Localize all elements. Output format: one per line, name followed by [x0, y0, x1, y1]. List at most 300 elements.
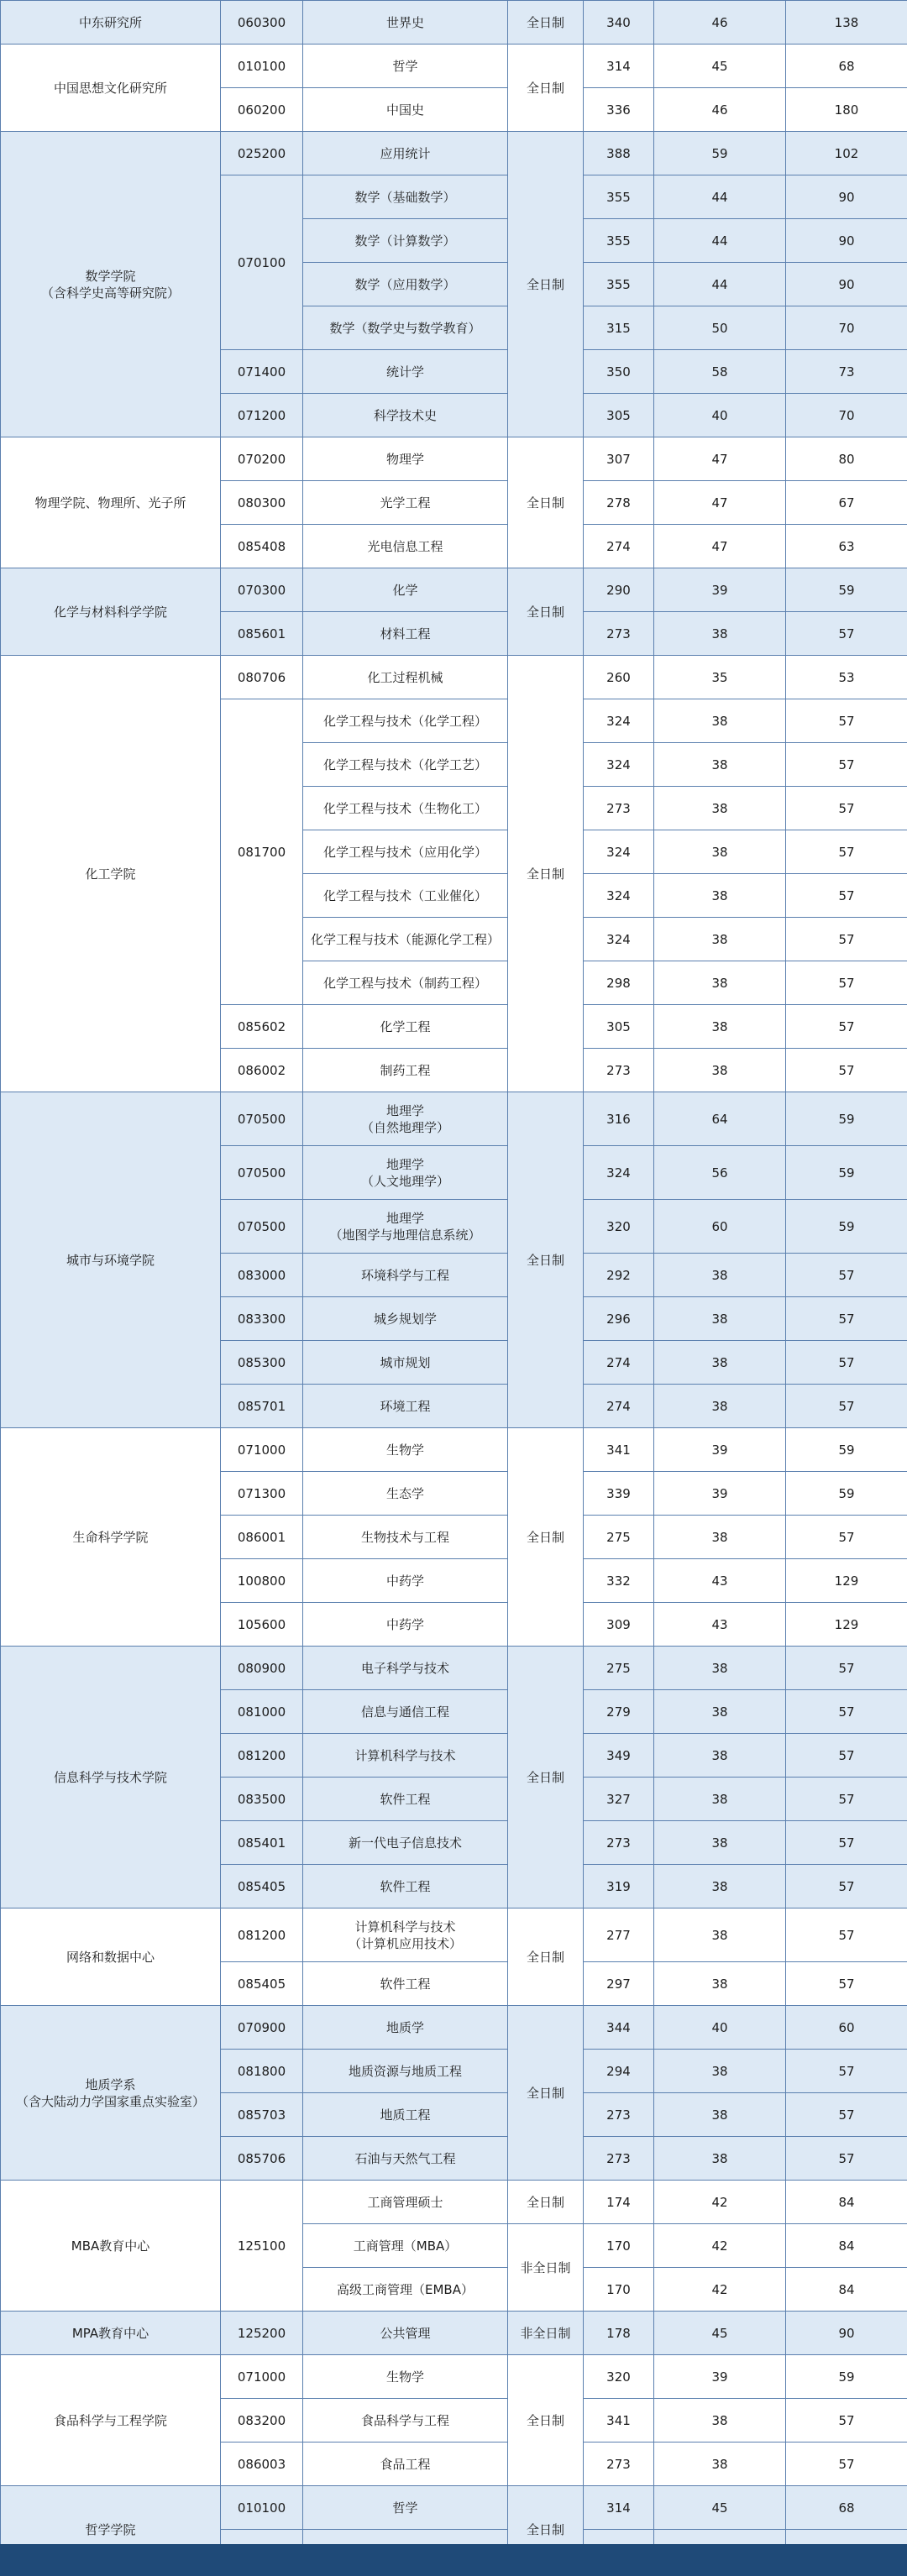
- text-line: 数学（基础数学）: [354, 189, 456, 205]
- single-subject-score-b-cell: 90: [786, 2312, 907, 2355]
- major-name-cell: [303, 88, 508, 132]
- text-line: 软件工程: [380, 1791, 431, 1807]
- text-line: 化学工程与技术（化学工艺）: [322, 757, 487, 772]
- single-subject-score-a-cell: 38: [654, 2093, 786, 2137]
- study-mode-cell: 全日制: [508, 2355, 584, 2486]
- single-subject-score-a-cell: 39: [654, 1428, 786, 1472]
- text-line: 城市与环境学院: [66, 1252, 155, 1268]
- text-line: 统计学: [385, 364, 424, 380]
- total-score-cell: 260: [584, 656, 654, 699]
- study-mode-cell: 全日制: [508, 1, 584, 45]
- single-subject-score-a-cell: 39: [654, 2355, 786, 2399]
- major-name-cell: [303, 1, 508, 45]
- text-line: 数学（应用数学）: [354, 276, 456, 292]
- single-subject-score-a-cell: 64: [654, 1092, 786, 1146]
- major-code-cell: 081800: [221, 2050, 303, 2093]
- major-code-cell: 081000: [221, 1690, 303, 1734]
- text-line: 哲学: [392, 58, 418, 74]
- single-subject-score-b-cell: 57: [786, 874, 907, 918]
- single-subject-score-a-cell: 40: [654, 394, 786, 437]
- single-subject-score-a-cell: 44: [654, 263, 786, 306]
- single-subject-score-a-cell: 38: [654, 961, 786, 1005]
- text-line: 生命科学学院: [72, 1529, 149, 1545]
- study-mode-cell: 全日制: [508, 45, 584, 132]
- major-code-cell: 010100: [221, 45, 303, 88]
- major-name-cell: [303, 481, 508, 525]
- single-subject-score-b-cell: 59: [786, 1428, 907, 1472]
- text-line: 化学工程与技术（应用化学）: [322, 844, 487, 860]
- major-code-cell: 085601: [221, 612, 303, 656]
- major-code-cell: 086001: [221, 1516, 303, 1559]
- major-code-cell: 071400: [221, 350, 303, 394]
- text-line: 化学工程: [380, 1018, 431, 1034]
- major-name-cell: [303, 394, 508, 437]
- major-name-cell: [303, 568, 508, 612]
- study-mode-cell: 全日制: [508, 1647, 584, 1908]
- major-code-cell: 070500: [221, 1146, 303, 1200]
- major-name-cell: [303, 961, 508, 1005]
- single-subject-score-a-cell: 44: [654, 175, 786, 219]
- total-score-cell: 320: [584, 1200, 654, 1254]
- major-code-cell: 083300: [221, 1297, 303, 1341]
- single-subject-score-a-cell: 42: [654, 2224, 786, 2268]
- single-subject-score-b-cell: 129: [786, 1559, 907, 1603]
- text-line: 计算机科学与技术: [354, 1919, 456, 1935]
- single-subject-score-a-cell: 38: [654, 743, 786, 787]
- table-row: [1, 2006, 907, 2050]
- total-score-cell: 294: [584, 2050, 654, 2093]
- single-subject-score-a-cell: 38: [654, 1516, 786, 1559]
- college-cell: [1, 1647, 221, 1908]
- total-score-cell: 275: [584, 1647, 654, 1690]
- major-name-cell: [303, 830, 508, 874]
- single-subject-score-b-cell: 68: [786, 45, 907, 88]
- major-name-cell: [303, 132, 508, 175]
- table-row: [1, 2486, 907, 2530]
- single-subject-score-b-cell: 57: [786, 1778, 907, 1821]
- table-row: [1, 45, 907, 88]
- major-name-cell: [303, 1385, 508, 1428]
- text-line: 中国思想文化研究所: [53, 80, 167, 96]
- single-subject-score-a-cell: 44: [654, 219, 786, 263]
- college-cell: [1, 1908, 221, 2006]
- text-line: 工商管理（MBA）: [353, 2238, 458, 2254]
- single-subject-score-b-cell: 57: [786, 1254, 907, 1297]
- major-code-cell: 085602: [221, 1005, 303, 1049]
- major-name-cell: [303, 2093, 508, 2137]
- single-subject-score-a-cell: 38: [654, 1690, 786, 1734]
- major-name-cell: [303, 1603, 508, 1647]
- total-score-cell: 324: [584, 918, 654, 961]
- total-score-cell: 170: [584, 2224, 654, 2268]
- major-name-cell: [303, 2181, 508, 2224]
- single-subject-score-b-cell: 57: [786, 1734, 907, 1778]
- major-code-cell: 060300: [221, 1, 303, 45]
- major-code-cell: 071000: [221, 2355, 303, 2399]
- single-subject-score-b-cell: 57: [786, 961, 907, 1005]
- text-line: 城市规划: [380, 1354, 431, 1370]
- single-subject-score-a-cell: 38: [654, 874, 786, 918]
- total-score-cell: 274: [584, 525, 654, 568]
- major-name-cell: [303, 1734, 508, 1778]
- table-row: [1, 1092, 907, 1146]
- major-code-cell: 071200: [221, 394, 303, 437]
- study-mode-cell: 全日制: [508, 132, 584, 437]
- text-line: 信息与通信工程: [360, 1704, 449, 1720]
- single-subject-score-b-cell: 129: [786, 1603, 907, 1647]
- single-subject-score-a-cell: 39: [654, 568, 786, 612]
- total-score-cell: 290: [584, 568, 654, 612]
- college-cell: [1, 2355, 221, 2486]
- text-line: 数学（数学史与数学教育）: [329, 320, 481, 336]
- major-name-cell: [303, 2006, 508, 2050]
- single-subject-score-b-cell: 57: [786, 918, 907, 961]
- major-code-cell: 070200: [221, 437, 303, 481]
- single-subject-score-a-cell: 38: [654, 1341, 786, 1385]
- single-subject-score-b-cell: 60: [786, 2006, 907, 2050]
- text-line: 电子科学与技术: [360, 1660, 449, 1676]
- major-name-cell: [303, 1778, 508, 1821]
- college-cell: [1, 1428, 221, 1647]
- total-score-cell: 174: [584, 2181, 654, 2224]
- text-line: 高级工商管理（EMBA）: [337, 2281, 474, 2297]
- total-score-cell: 274: [584, 1341, 654, 1385]
- single-subject-score-b-cell: 59: [786, 1092, 907, 1146]
- text-line: 化学: [392, 582, 418, 598]
- single-subject-score-a-cell: 43: [654, 1559, 786, 1603]
- total-score-cell: 273: [584, 787, 654, 830]
- text-line: 环境科学与工程: [360, 1267, 449, 1283]
- single-subject-score-a-cell: 35: [654, 656, 786, 699]
- total-score-cell: 336: [584, 88, 654, 132]
- single-subject-score-b-cell: 90: [786, 219, 907, 263]
- major-name-cell: [303, 1647, 508, 1690]
- total-score-cell: 309: [584, 1603, 654, 1647]
- single-subject-score-b-cell: 70: [786, 306, 907, 350]
- total-score-cell: 355: [584, 219, 654, 263]
- text-line: 中药学: [385, 1616, 424, 1632]
- major-name-cell: [303, 1559, 508, 1603]
- single-subject-score-a-cell: 38: [654, 1647, 786, 1690]
- single-subject-score-a-cell: 45: [654, 45, 786, 88]
- text-line: 石油与天然气工程: [354, 2150, 456, 2166]
- single-subject-score-a-cell: 38: [654, 1734, 786, 1778]
- major-code-cell: 085703: [221, 2093, 303, 2137]
- total-score-cell: 273: [584, 2442, 654, 2486]
- text-line: 网络和数据中心: [66, 1949, 155, 1965]
- college-cell: [1, 1092, 221, 1428]
- major-code-cell: 081200: [221, 1908, 303, 1962]
- single-subject-score-b-cell: 59: [786, 1200, 907, 1254]
- text-line: 科学技术史: [373, 407, 437, 423]
- major-name-cell: [303, 1049, 508, 1092]
- total-score-cell: 349: [584, 1734, 654, 1778]
- college-cell: [1, 2181, 221, 2312]
- major-name-cell: [303, 2050, 508, 2093]
- major-code-cell: 086003: [221, 2442, 303, 2486]
- total-score-cell: 340: [584, 1, 654, 45]
- single-subject-score-a-cell: 38: [654, 612, 786, 656]
- study-mode-cell: 全日制: [508, 1092, 584, 1428]
- total-score-cell: 279: [584, 1690, 654, 1734]
- single-subject-score-b-cell: 57: [786, 2050, 907, 2093]
- total-score-cell: 273: [584, 2137, 654, 2181]
- single-subject-score-a-cell: 38: [654, 1865, 786, 1908]
- single-subject-score-a-cell: 45: [654, 2312, 786, 2355]
- text-line: （地图学与地理信息系统）: [329, 1227, 481, 1243]
- major-name-cell: [303, 2268, 508, 2312]
- college-cell: [1, 2312, 221, 2355]
- major-name-cell: [303, 1200, 508, 1254]
- text-line: 计算机科学与技术: [354, 1747, 456, 1763]
- total-score-cell: 344: [584, 2006, 654, 2050]
- single-subject-score-a-cell: 47: [654, 437, 786, 481]
- total-score-cell: 350: [584, 350, 654, 394]
- single-subject-score-a-cell: 46: [654, 88, 786, 132]
- major-code-cell: 070100: [221, 175, 303, 350]
- total-score-cell: 341: [584, 2399, 654, 2442]
- total-score-cell: 315: [584, 306, 654, 350]
- text-line: 城乡规划学: [373, 1311, 437, 1327]
- total-score-cell: 327: [584, 1778, 654, 1821]
- single-subject-score-a-cell: 60: [654, 1200, 786, 1254]
- total-score-cell: 296: [584, 1297, 654, 1341]
- single-subject-score-b-cell: 57: [786, 1385, 907, 1428]
- single-subject-score-a-cell: 38: [654, 1821, 786, 1865]
- major-name-cell: [303, 2312, 508, 2355]
- study-mode-cell: 全日制: [508, 2006, 584, 2181]
- table-row: [1, 2355, 907, 2399]
- text-line: 地质学系: [85, 2076, 136, 2092]
- single-subject-score-b-cell: 57: [786, 1865, 907, 1908]
- college-cell: [1, 656, 221, 1092]
- text-line: 地质资源与地质工程: [348, 2063, 462, 2079]
- single-subject-score-b-cell: 70: [786, 394, 907, 437]
- major-name-cell: [303, 1428, 508, 1472]
- major-code-cell: 083500: [221, 1778, 303, 1821]
- single-subject-score-b-cell: 57: [786, 1962, 907, 2006]
- major-name-cell: [303, 874, 508, 918]
- total-score-cell: 273: [584, 612, 654, 656]
- major-name-cell: [303, 263, 508, 306]
- single-subject-score-b-cell: 84: [786, 2181, 907, 2224]
- total-score-cell: 275: [584, 1516, 654, 1559]
- text-line: 中药学: [385, 1573, 424, 1589]
- major-name-cell: [303, 1472, 508, 1516]
- text-line: 数学学院: [85, 268, 136, 284]
- single-subject-score-a-cell: 38: [654, 2050, 786, 2093]
- major-code-cell: 070500: [221, 1092, 303, 1146]
- text-line: 化学工程与技术（能源化学工程）: [310, 931, 500, 947]
- single-subject-score-b-cell: 57: [786, 699, 907, 743]
- text-line: 地理学: [385, 1210, 424, 1226]
- major-code-cell: 085408: [221, 525, 303, 568]
- total-score-cell: 314: [584, 45, 654, 88]
- total-score-cell: 324: [584, 1146, 654, 1200]
- total-score-cell: 355: [584, 175, 654, 219]
- total-score-cell: 316: [584, 1092, 654, 1146]
- major-code-cell: 100800: [221, 1559, 303, 1603]
- major-code-cell: 083200: [221, 2399, 303, 2442]
- text-line: 化学工程与技术（生物化工）: [322, 800, 487, 816]
- single-subject-score-b-cell: 59: [786, 2355, 907, 2399]
- table-row: [1, 1, 907, 45]
- text-line: 中东研究所: [78, 14, 142, 30]
- text-line: 食品工程: [380, 2456, 431, 2472]
- college-cell: [1, 45, 221, 132]
- single-subject-score-b-cell: 84: [786, 2268, 907, 2312]
- text-line: 化学与材料科学学院: [53, 604, 167, 620]
- major-name-cell: [303, 525, 508, 568]
- total-score-cell: 273: [584, 1821, 654, 1865]
- text-line: 食品科学与工程: [360, 2412, 449, 2428]
- single-subject-score-a-cell: 43: [654, 1603, 786, 1647]
- single-subject-score-b-cell: 63: [786, 525, 907, 568]
- single-subject-score-b-cell: 57: [786, 1297, 907, 1341]
- total-score-cell: 273: [584, 2093, 654, 2137]
- single-subject-score-a-cell: 47: [654, 481, 786, 525]
- major-name-cell: [303, 2137, 508, 2181]
- total-score-cell: 298: [584, 961, 654, 1005]
- single-subject-score-a-cell: 40: [654, 2006, 786, 2050]
- single-subject-score-a-cell: 46: [654, 1, 786, 45]
- total-score-cell: 292: [584, 1254, 654, 1297]
- single-subject-score-b-cell: 57: [786, 1516, 907, 1559]
- major-name-cell: [303, 699, 508, 743]
- single-subject-score-b-cell: 73: [786, 350, 907, 394]
- text-line: （计算机应用技术）: [348, 1935, 462, 1951]
- text-line: 物理学: [385, 451, 424, 467]
- major-code-cell: 070300: [221, 568, 303, 612]
- text-line: 化学工程与技术（制药工程）: [322, 975, 487, 991]
- college-cell: [1, 1, 221, 45]
- major-name-cell: [303, 918, 508, 961]
- total-score-cell: 273: [584, 1049, 654, 1092]
- table-row: [1, 656, 907, 699]
- major-name-cell: [303, 1146, 508, 1200]
- major-name-cell: [303, 437, 508, 481]
- single-subject-score-b-cell: 102: [786, 132, 907, 175]
- major-name-cell: [303, 1005, 508, 1049]
- single-subject-score-b-cell: 57: [786, 787, 907, 830]
- single-subject-score-a-cell: 38: [654, 1005, 786, 1049]
- text-line: 中国史: [385, 102, 424, 118]
- single-subject-score-b-cell: 57: [786, 743, 907, 787]
- major-name-cell: [303, 2224, 508, 2268]
- major-code-cell: 081200: [221, 1734, 303, 1778]
- single-subject-score-b-cell: 59: [786, 568, 907, 612]
- total-score-cell: 355: [584, 263, 654, 306]
- single-subject-score-a-cell: 38: [654, 1962, 786, 2006]
- single-subject-score-a-cell: 38: [654, 1908, 786, 1962]
- footer-bar: [0, 2544, 907, 2576]
- total-score-cell: 332: [584, 1559, 654, 1603]
- major-name-cell: [303, 1962, 508, 2006]
- text-line: 材料工程: [380, 626, 431, 641]
- total-score-cell: 324: [584, 830, 654, 874]
- major-code-cell: 085706: [221, 2137, 303, 2181]
- major-code-cell: 071300: [221, 1472, 303, 1516]
- single-subject-score-a-cell: 38: [654, 2137, 786, 2181]
- major-code-cell: 125100: [221, 2181, 303, 2312]
- study-mode-cell: 全日制: [508, 2486, 584, 2573]
- major-code-cell: 070900: [221, 2006, 303, 2050]
- single-subject-score-b-cell: 57: [786, 2093, 907, 2137]
- major-code-cell: 070500: [221, 1200, 303, 1254]
- single-subject-score-a-cell: 38: [654, 787, 786, 830]
- total-score-cell: 319: [584, 1865, 654, 1908]
- text-line: （人文地理学）: [360, 1173, 449, 1189]
- major-name-cell: [303, 1516, 508, 1559]
- text-line: 软件工程: [380, 1878, 431, 1894]
- total-score-cell: 324: [584, 743, 654, 787]
- text-line: 新一代电子信息技术: [348, 1835, 462, 1851]
- single-subject-score-b-cell: 180: [786, 88, 907, 132]
- single-subject-score-b-cell: 57: [786, 2399, 907, 2442]
- text-line: MBA教育中心: [71, 2238, 150, 2254]
- major-code-cell: 085401: [221, 1821, 303, 1865]
- total-score-cell: 170: [584, 2268, 654, 2312]
- text-line: 公共管理: [380, 2325, 431, 2341]
- text-line: 制药工程: [380, 1062, 431, 1078]
- major-code-cell: 081700: [221, 699, 303, 1005]
- text-line: 环境工程: [380, 1398, 431, 1414]
- major-name-cell: [303, 175, 508, 219]
- text-line: 哲学: [392, 2500, 418, 2516]
- text-line: 生物技术与工程: [360, 1529, 449, 1545]
- major-name-cell: [303, 2442, 508, 2486]
- table-row: [1, 1908, 907, 1962]
- text-line: 软件工程: [380, 1976, 431, 1992]
- text-line: 数学（计算数学）: [354, 233, 456, 249]
- single-subject-score-b-cell: 57: [786, 612, 907, 656]
- score-table-body: [1, 1, 907, 2573]
- major-code-cell: 083000: [221, 1254, 303, 1297]
- single-subject-score-a-cell: 38: [654, 1049, 786, 1092]
- text-line: 化学工程与技术（工业催化）: [322, 887, 487, 903]
- text-line: 世界史: [385, 14, 424, 30]
- major-code-cell: 085405: [221, 1962, 303, 2006]
- single-subject-score-a-cell: 42: [654, 2268, 786, 2312]
- text-line: 生态学: [385, 1485, 424, 1501]
- single-subject-score-a-cell: 58: [654, 350, 786, 394]
- single-subject-score-a-cell: 59: [654, 132, 786, 175]
- major-name-cell: [303, 1092, 508, 1146]
- single-subject-score-b-cell: 57: [786, 2137, 907, 2181]
- total-score-cell: 314: [584, 2486, 654, 2530]
- text-line: 光电信息工程: [367, 538, 443, 554]
- single-subject-score-b-cell: 57: [786, 1049, 907, 1092]
- major-name-cell: [303, 743, 508, 787]
- text-line: 生物学: [385, 1442, 424, 1458]
- major-code-cell: 071000: [221, 1428, 303, 1472]
- total-score-cell: 339: [584, 1472, 654, 1516]
- single-subject-score-b-cell: 84: [786, 2224, 907, 2268]
- major-name-cell: [303, 1297, 508, 1341]
- table-row: [1, 132, 907, 175]
- total-score-cell: 320: [584, 2355, 654, 2399]
- single-subject-score-b-cell: 67: [786, 481, 907, 525]
- college-cell: [1, 437, 221, 568]
- major-name-cell: [303, 45, 508, 88]
- college-cell: [1, 2006, 221, 2181]
- major-code-cell: 086002: [221, 1049, 303, 1092]
- text-line: 食品科学与工程学院: [53, 2412, 167, 2428]
- single-subject-score-a-cell: 38: [654, 699, 786, 743]
- text-line: 地质学: [385, 2019, 424, 2035]
- text-line: 应用统计: [380, 145, 431, 161]
- major-code-cell: 105600: [221, 1603, 303, 1647]
